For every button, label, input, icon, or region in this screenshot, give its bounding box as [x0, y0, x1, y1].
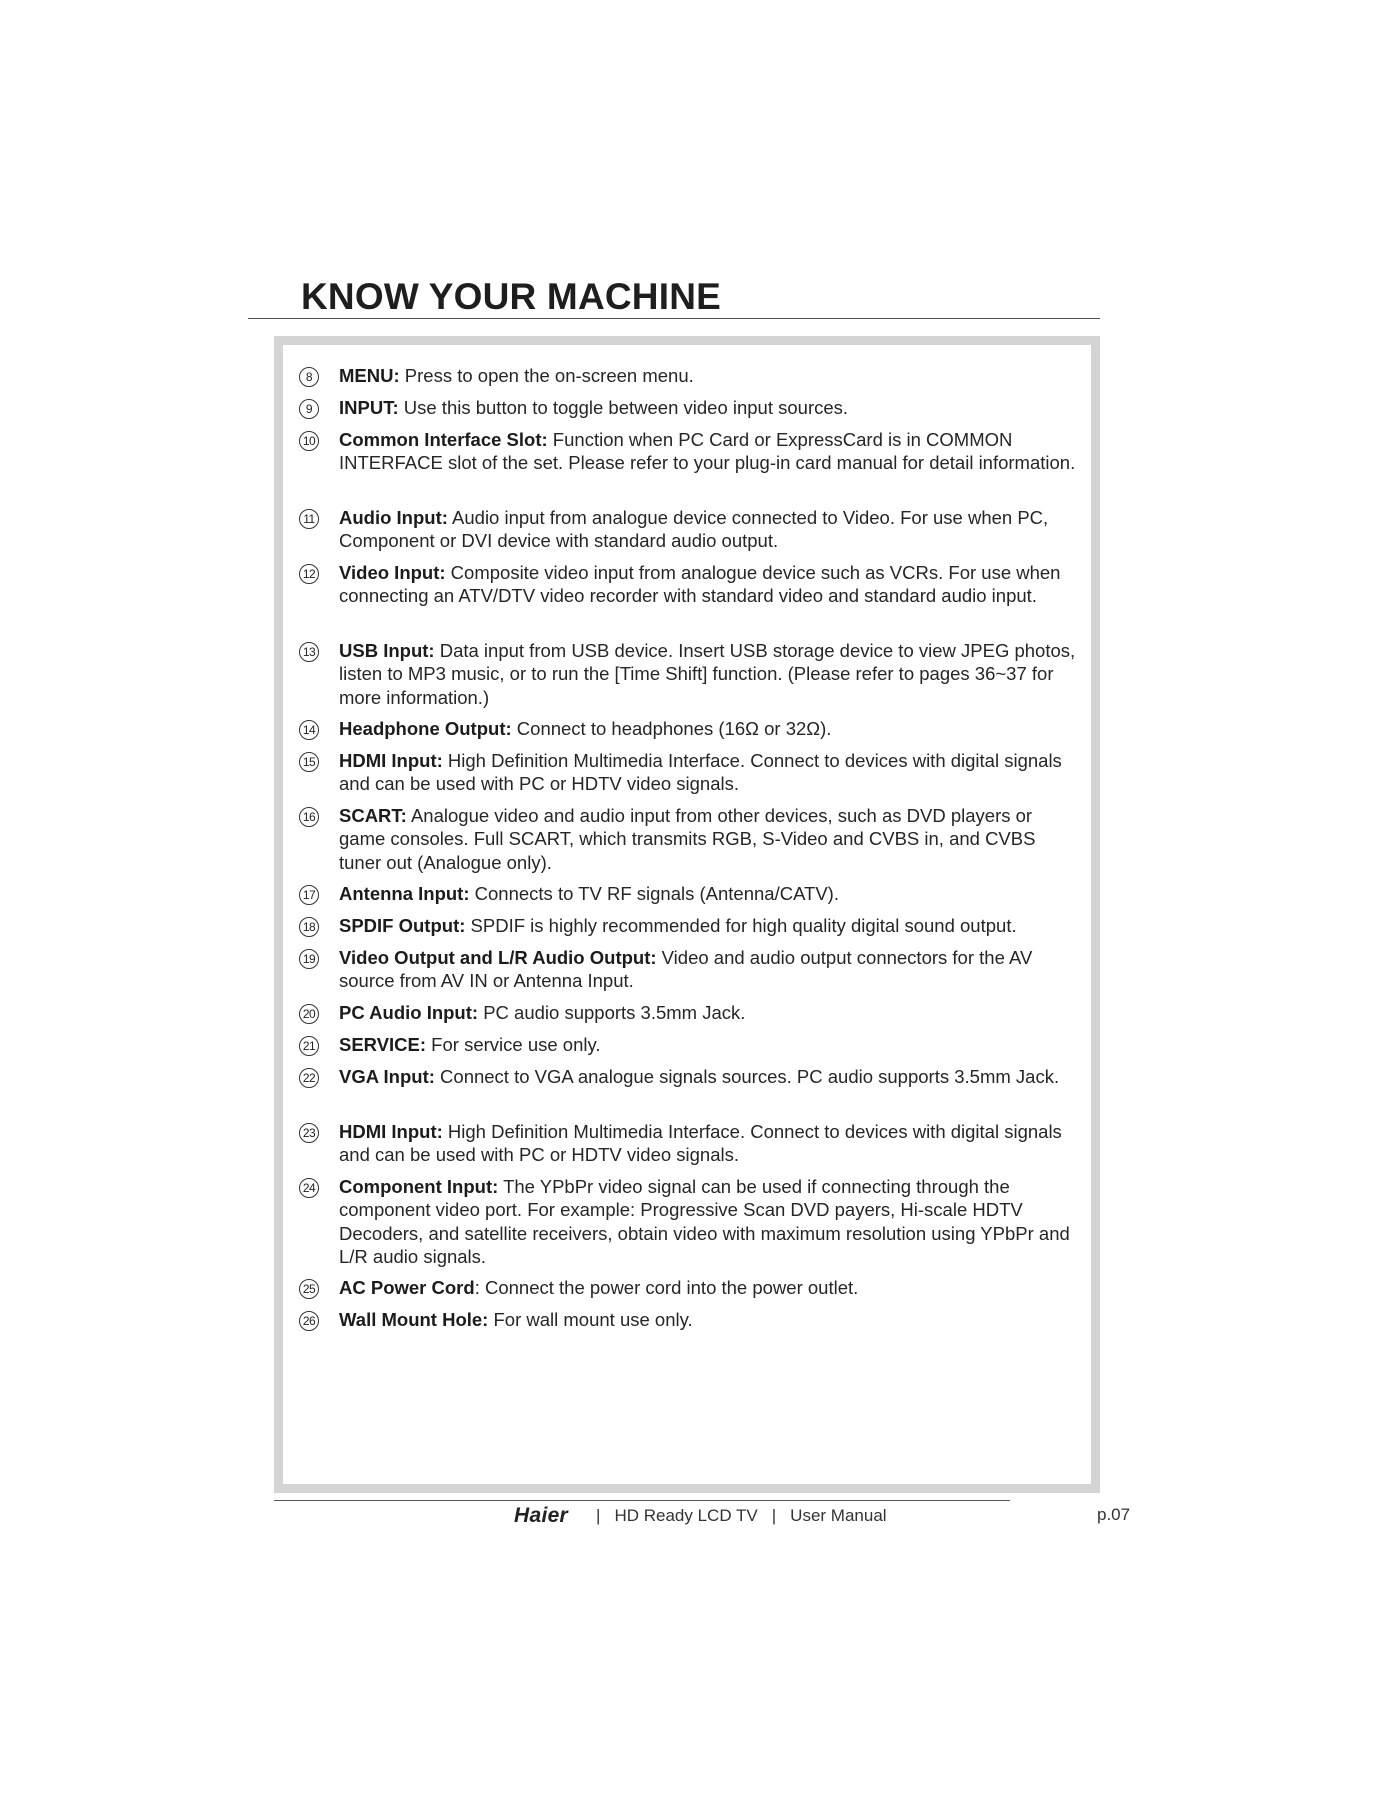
footer-separator: |	[771, 1506, 777, 1525]
item-number: 22	[299, 1068, 319, 1088]
item-label: PC Audio Input:	[339, 1002, 479, 1023]
item-number: 17	[299, 885, 319, 905]
item-label: Audio Input:	[339, 507, 448, 528]
item-label: Video Output and L/R Audio Output:	[339, 947, 657, 968]
document-name: User Manual	[790, 1506, 887, 1525]
item-number: 13	[299, 642, 319, 662]
item-label: VGA Input:	[339, 1066, 435, 1087]
item-description: For service use only.	[426, 1034, 601, 1055]
item-number: 8	[299, 367, 319, 387]
item-number: 23	[299, 1123, 319, 1143]
item-label: SERVICE:	[339, 1034, 427, 1055]
item-number: 15	[299, 752, 319, 772]
item-description: Analogue video and audio input from other devices, such as DVD players or game consoles. Full SCART, which transmits RGB, S-Video and CVBS in, and CVBS tuner out (Analogue only).	[339, 805, 1036, 873]
brand-logo: Haier	[514, 1504, 569, 1527]
item-label: AC Power Cord	[339, 1277, 475, 1298]
item-number: 16	[299, 807, 319, 827]
item-number: 21	[299, 1036, 319, 1056]
item-number: 26	[299, 1311, 319, 1331]
item-description: Video and audio output connectors for the AV source from AV IN or Antenna Input.	[339, 947, 1033, 992]
item-label: Wall Mount Hole:	[339, 1309, 489, 1330]
item-number: 9	[299, 399, 319, 419]
item-label: Video Input:	[339, 562, 446, 583]
item-label: MENU:	[339, 365, 400, 386]
item-description: For wall mount use only.	[488, 1309, 693, 1330]
item-label: USB Input:	[339, 640, 435, 661]
item-label: SPDIF Output:	[339, 915, 466, 936]
item-description: Use this button to toggle between video input sources.	[398, 397, 849, 418]
item-description: Data input from USB device. Insert USB storage device to view JPEG photos, listen to MP3 music, or to run the [Time Shift] function. (Please refer to pages 36~37 for more information.)	[339, 640, 1076, 708]
item-label: HDMI Input:	[339, 750, 443, 771]
item-description: Connect to VGA analogue signals sources. PC audio supports 3.5mm Jack.	[434, 1066, 1060, 1087]
page-title: KNOW YOUR MACHINE	[301, 276, 721, 317]
item-description: : Connect the power cord into the power outlet.	[474, 1277, 859, 1298]
item-label: Antenna Input:	[339, 883, 470, 904]
item-label: INPUT:	[339, 397, 399, 418]
item-number: 12	[299, 564, 319, 584]
item-description: The YPbPr video signal can be used if connecting through the component video port. For example: Progressive Scan DVD payers, Hi-scale HDTV Decoders, and satellite receivers, obtain video with maximum resolution using YPbPr and L/R audio signals.	[339, 1176, 1070, 1267]
item-description: Connects to TV RF signals (Antenna/CATV).	[469, 883, 839, 904]
content-panel	[274, 336, 1100, 1493]
item-number: 18	[299, 917, 319, 937]
item-label: SCART:	[339, 805, 407, 826]
item-description: PC audio supports 3.5mm Jack.	[478, 1002, 746, 1023]
item-description: Composite video input from analogue device such as VCRs. For use when connecting an ATV/DTV video recorder with standard video and standard audio input.	[339, 562, 1061, 607]
item-description: High Definition Multimedia Interface. Connect to devices with digital signals and can be used with PC or HDTV video signals.	[339, 1121, 1062, 1166]
item-number: 20	[299, 1004, 319, 1024]
page-number: p.07	[1097, 1505, 1131, 1524]
item-number: 14	[299, 720, 319, 740]
item-description: Connect to headphones (16Ω or 32Ω).	[511, 718, 832, 739]
title-divider	[248, 318, 1100, 319]
footer	[514, 1502, 887, 1530]
item-label: Headphone Output:	[339, 718, 512, 739]
item-description: Press to open the on-screen menu.	[399, 365, 694, 386]
item-description: Audio input from analogue device connected to Video. For use when PC, Component or DVI device with standard audio output.	[339, 507, 1049, 552]
item-description: SPDIF is highly recommended for high quality digital sound output.	[465, 915, 1017, 936]
item-number: 24	[299, 1178, 319, 1198]
item-number: 11	[299, 509, 319, 529]
item-label: Common Interface Slot:	[339, 429, 548, 450]
product-name: HD Ready LCD TV	[614, 1506, 758, 1525]
item-description: High Definition Multimedia Interface. Connect to devices with digital signals and can be used with PC or HDTV video signals.	[339, 750, 1062, 795]
footer-divider	[274, 1500, 1010, 1501]
item-label: Component Input:	[339, 1176, 499, 1197]
item-number: 10	[299, 431, 319, 451]
item-description: Function when PC Card or ExpressCard is in COMMON INTERFACE slot of the set. Please refer to your plug-in card manual for detail information.	[339, 429, 1076, 474]
footer-separator: |	[596, 1506, 601, 1525]
item-label: HDMI Input:	[339, 1121, 443, 1142]
item-number: 25	[299, 1279, 319, 1299]
item-number: 19	[299, 949, 319, 969]
